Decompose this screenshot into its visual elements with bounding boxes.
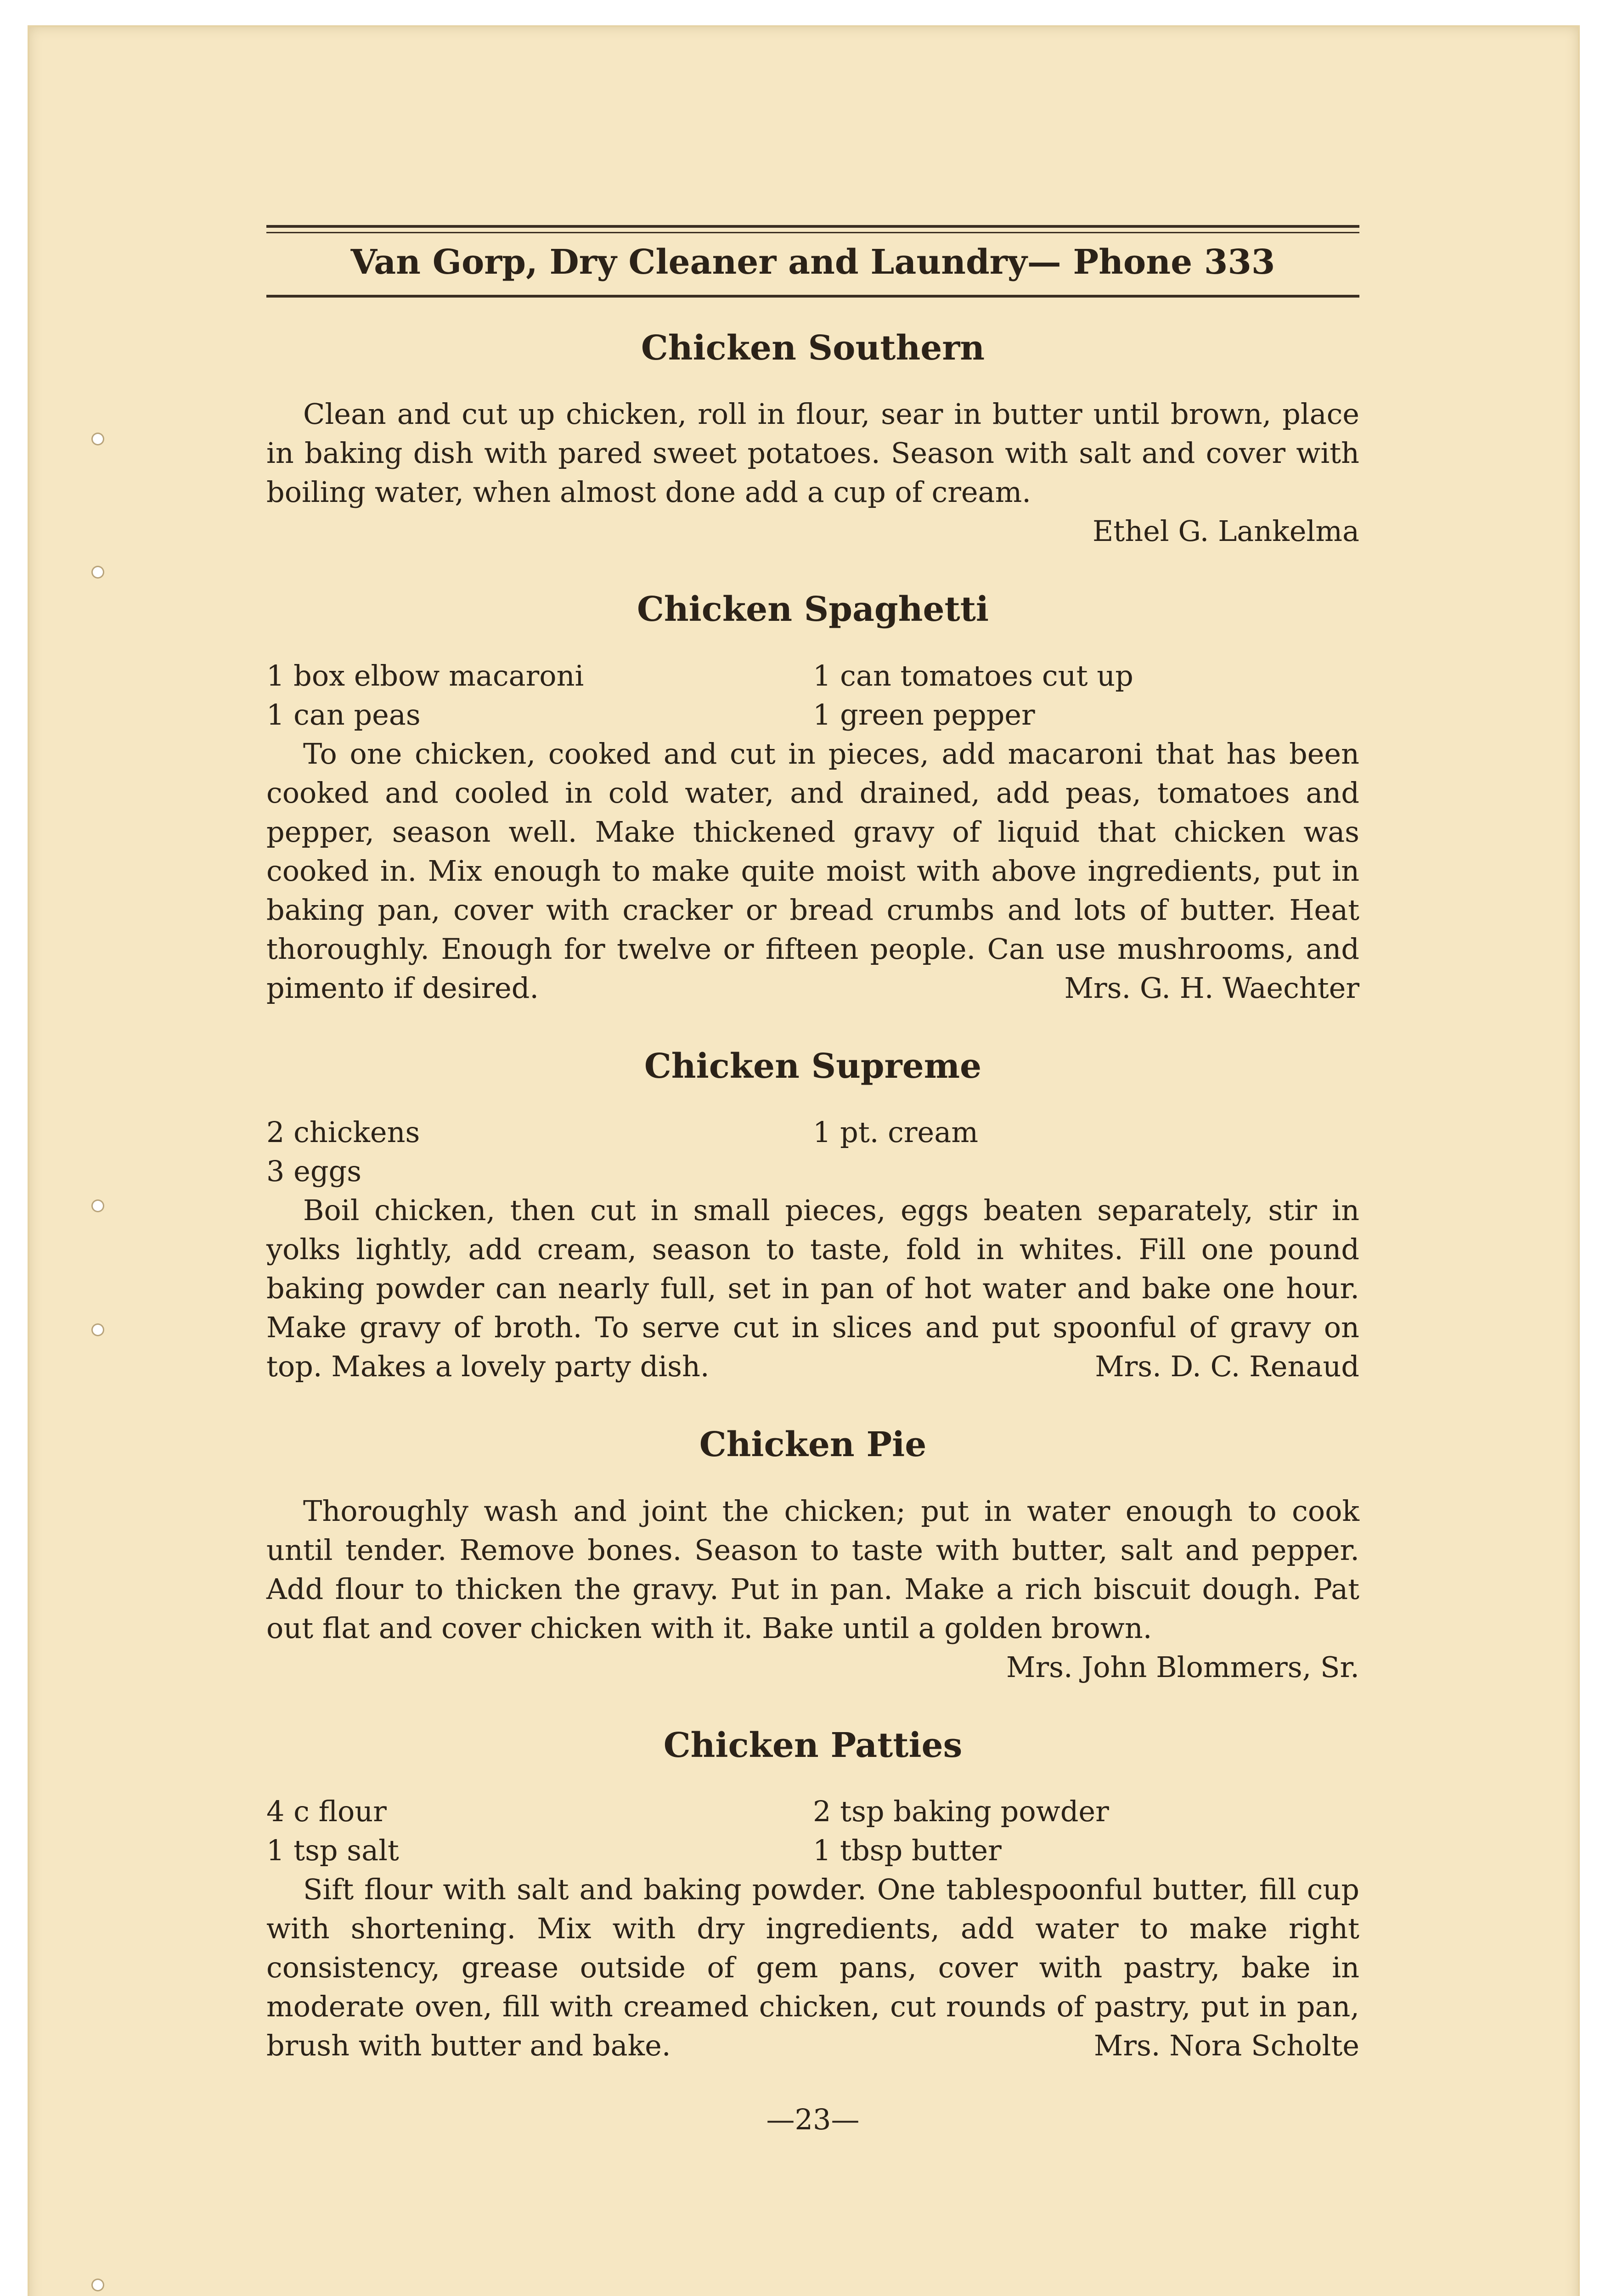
binder-hole <box>93 1325 103 1335</box>
advertiser-header: Van Gorp, Dry Cleaner and Laundry— Phone 333 <box>350 242 1275 282</box>
recipe-instructions-text: Sift flour with salt and baking powder. One tablespoonful butter, fill cup with shortening. Mix with dry ingredients, add water to make right consistency, grease outside of gem pans, cover with pastry, bake in moderate oven, fill with creamed chicken, cut rounds of pastry, put in pan, brush with butter and bake. <box>266 1872 1359 2062</box>
ingredient-item: 1 can tomatoes cut up <box>813 658 1133 692</box>
recipe-instructions <box>266 1870 1359 2065</box>
recipe-title: Chicken Patties <box>663 1725 963 1765</box>
recipe-author: Ethel G. Lankelma <box>1093 514 1359 548</box>
recipe-author: Mrs. D. C. Renaud <box>1095 1350 1359 1384</box>
header-rule-bottom <box>266 295 1359 298</box>
ingredient-list <box>266 1792 1359 1870</box>
recipe-instructions-text: To one chicken, cooked and cut in pieces, add macaroni that has been cooked and cooled in cold water, and drained, add peas, tomatoes and pepper, season well. Make thickened gravy of liquid that chicken was cooked in. Mix enough to make quite moist with above ingredients, put in baking pan, cover with cracker or bread crumbs and lots of butter. Heat thoroughly. Enough for twelve or fifteen people. Can use mushrooms, and pimento if desired. <box>266 737 1359 1005</box>
recipe-chicken-patties <box>266 1727 1359 2065</box>
recipe-author: Mrs. John Blommers, Sr. <box>1006 1650 1359 1684</box>
recipe-instructions <box>266 734 1359 1007</box>
binder-hole <box>93 567 103 577</box>
recipe-title: Chicken Southern <box>641 328 985 368</box>
ingredient-item: 1 pt. cream <box>813 1115 978 1149</box>
ingredient-list <box>266 656 1359 734</box>
ingredient-item <box>813 1152 1359 1191</box>
recipe-author: Mrs. G. H. Waechter <box>1064 971 1359 1005</box>
recipe-instructions-text: Boil chicken, then cut in small pieces, eggs beaten separately, stir in yolks lightly, add cream, season to taste, fold in whites. Fill one pound baking powder can nearly full, set in pan of hot water and bake one hour. Make gravy of broth. To serve cut in slices and put spoonful of gravy on top. Makes a lovely party dish. <box>266 1193 1359 1384</box>
recipe-instructions: Clean and cut up chicken, roll in flour, sear in butter until brown, place in baking dish with pared sweet potatoes. Season with salt and cover with boiling water, when almost done add a cup of cream. <box>266 397 1359 509</box>
page-number: —23— <box>766 2102 860 2136</box>
ingredient-item: 4 c flour <box>266 1794 387 1828</box>
recipe-title: Chicken Pie <box>699 1425 927 1465</box>
ingredient-item: 2 tsp baking powder <box>813 1794 1109 1828</box>
ingredient-item: 2 chickens <box>266 1115 420 1149</box>
ingredient-item: 1 green pepper <box>813 698 1035 732</box>
binder-hole <box>93 1201 103 1211</box>
ingredient-item: 1 tbsp butter <box>813 1833 1002 1867</box>
binder-hole <box>93 434 103 444</box>
page-content <box>266 225 1359 2134</box>
recipe-chicken-southern <box>266 330 1359 551</box>
recipe-title: Chicken Spaghetti <box>637 590 989 630</box>
recipe-instructions: Thoroughly wash and joint the chicken; put in water enough to cook until tender. Remove bones. Season to taste with butter, salt and pepper. Add flour to thicken the gravy. Put in pan. Make a rich biscuit dough. Pat out flat and cover chicken with it. Bake until a golden brown. <box>266 1494 1359 1645</box>
recipe-instructions <box>266 1191 1359 1386</box>
recipe-chicken-supreme <box>266 1048 1359 1386</box>
recipe-title: Chicken Supreme <box>644 1046 982 1086</box>
ingredient-item: 3 eggs <box>266 1154 362 1188</box>
recipe-chicken-spaghetti <box>266 591 1359 1007</box>
ingredient-item: 1 box elbow macaroni <box>266 658 584 692</box>
recipe-author: Mrs. Nora Scholte <box>1093 2028 1359 2062</box>
ingredient-item: 1 can peas <box>266 698 421 732</box>
recipe-chicken-pie <box>266 1426 1359 1686</box>
binder-hole <box>93 2280 103 2290</box>
header-rule-top <box>266 225 1359 228</box>
ingredient-item: 1 tsp salt <box>266 1833 399 1867</box>
ingredient-list <box>266 1113 1359 1191</box>
